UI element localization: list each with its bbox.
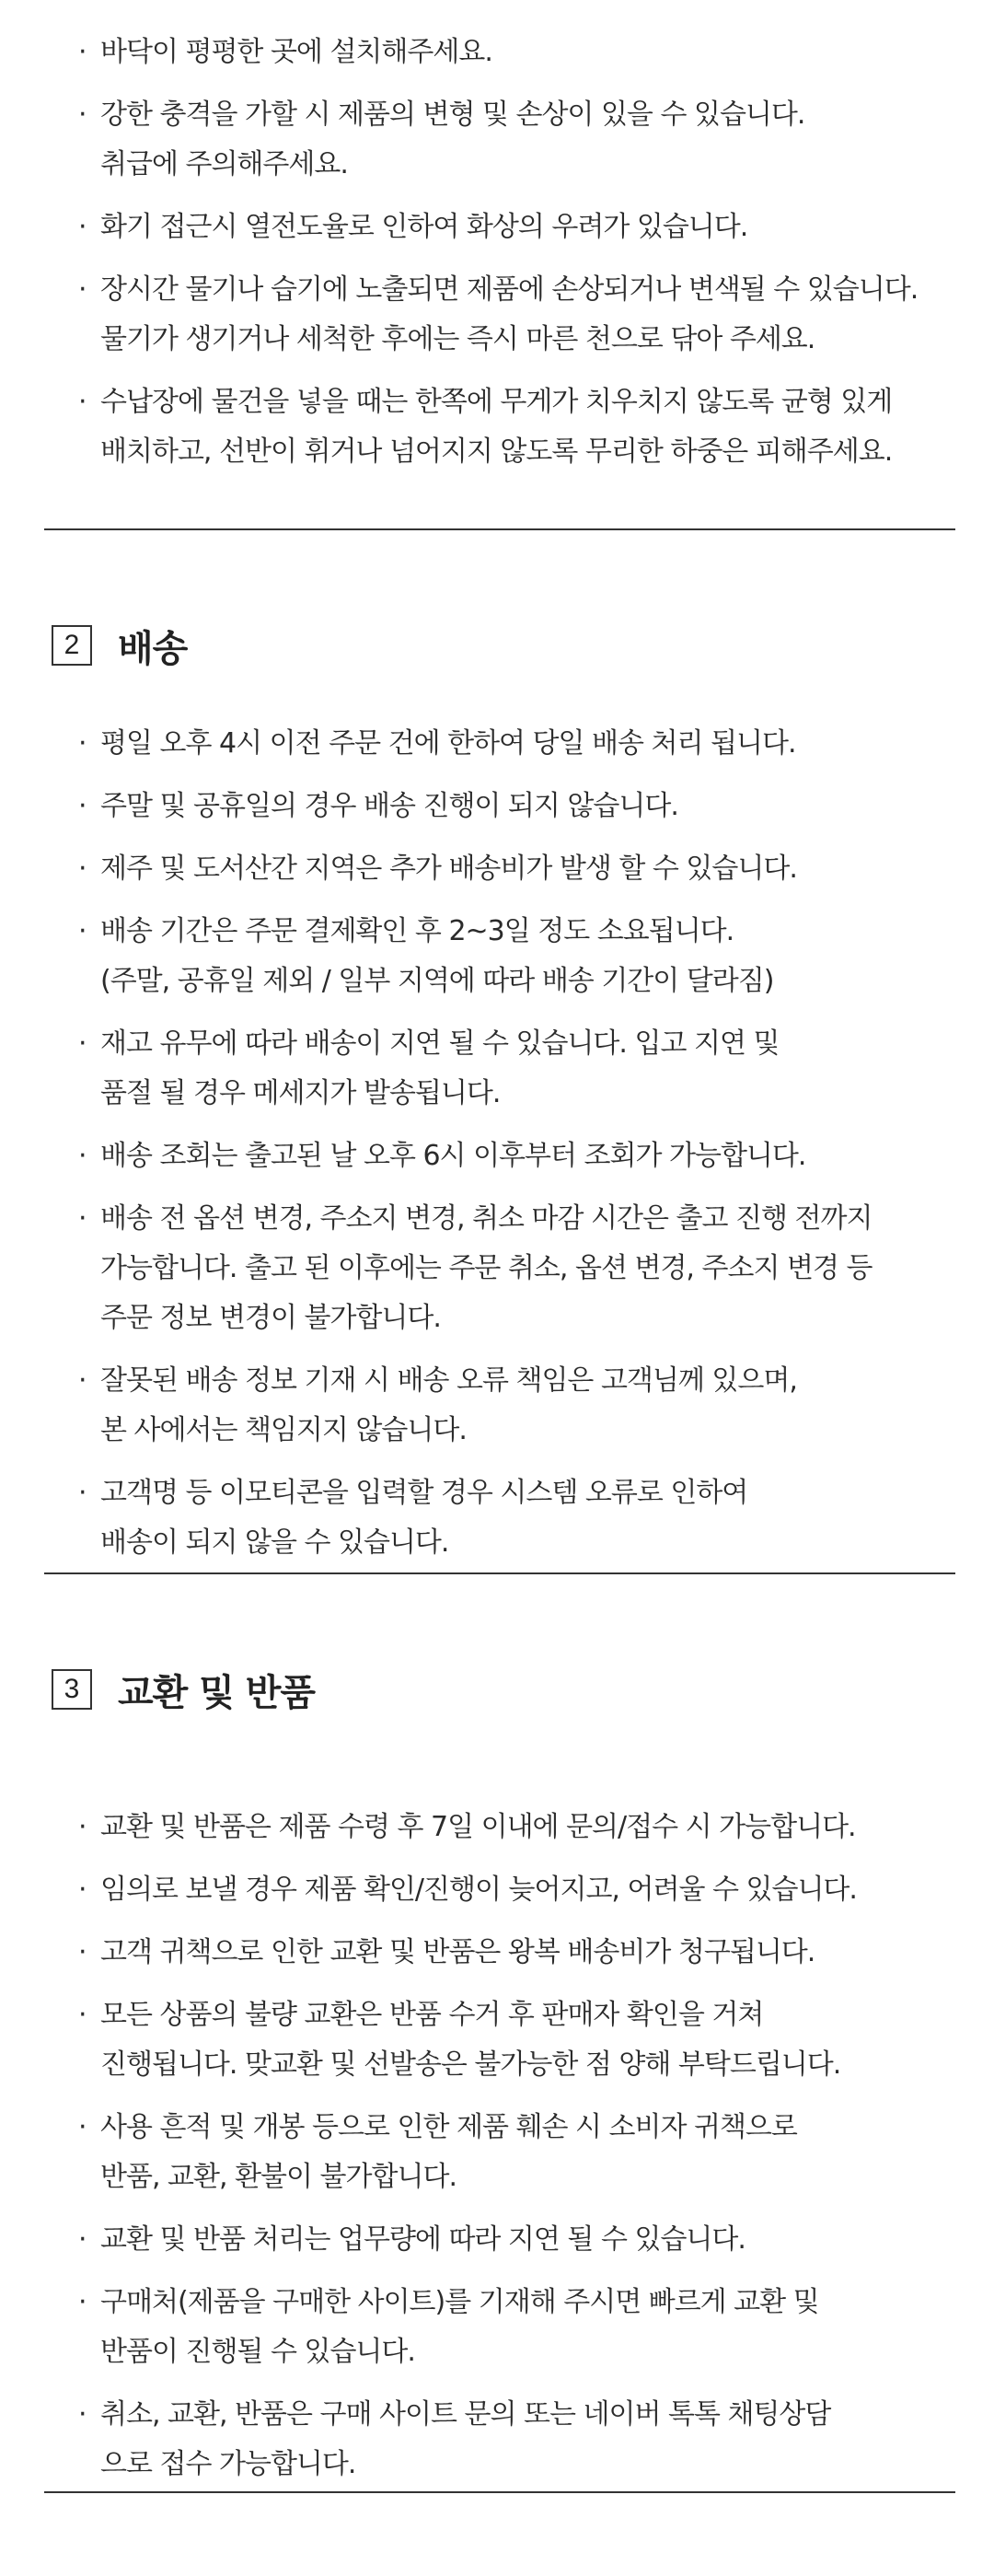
list-item: [78, 782, 872, 831]
list-item-text: 모든 상품의 불량 교환은 반품 수거 후 판매자 확인을 거쳐: [100, 1999, 764, 2031]
list-item-text: 가능합니다. 출고 된 이후에는 주문 취소, 옵션 변경, 주소지 변경 등: [100, 1252, 873, 1284]
exchange-section-title: 교환 및 반품: [118, 1671, 316, 1714]
list-item: [78, 1990, 857, 2090]
bullet-dot: ·: [78, 1874, 87, 1906]
list-item: [78, 203, 918, 252]
list-item-text: 배송 기간은 주문 결제확인 후 2~3일 정도 소요됩니다.: [100, 915, 734, 947]
list-item-text: 바닥이 평평한 곳에 설치해주세요.: [100, 36, 492, 68]
list-item-text: 잘못된 배송 정보 기재 시 배송 오류 책임은 고객님께 있으며,: [100, 1364, 797, 1397]
list-item-text: 고객 귀책으로 인한 교환 및 반품은 왕복 배송비가 청구됩니다.: [100, 1936, 815, 1968]
list-item-text: 배송 조회는 출고된 날 오후 6시 이후부터 조회가 가능합니다.: [100, 1140, 806, 1172]
list-item: [78, 1019, 872, 1119]
bullet-dot: ·: [78, 1936, 87, 1968]
delivery-section-number: 2: [52, 625, 92, 666]
bullet-dot: ·: [78, 1364, 87, 1397]
list-item-text: 물기가 생기거나 세척한 후에는 즉시 마른 천으로 닦아 주세요.: [100, 323, 815, 355]
list-item-text: 배송 전 옵션 변경, 주소지 변경, 취소 마감 시간은 출고 진행 전까지: [100, 1202, 873, 1235]
list-item: [78, 377, 918, 477]
bullet-dot: ·: [78, 1477, 87, 1509]
bullet-dot: ·: [78, 2398, 87, 2431]
bullet-dot: ·: [78, 790, 87, 822]
list-item: [78, 28, 918, 77]
list-item-text: 진행됩니다. 맞교환 및 선발송은 불가능한 점 양해 부탁드립니다.: [100, 2048, 841, 2081]
list-item: [78, 1131, 872, 1181]
bullet-dot: ·: [78, 1999, 87, 2031]
list-item-text: (주말, 공휴일 제외 / 일부 지역에 따라 배송 기간이 달라짐): [100, 965, 774, 997]
list-item: [78, 1928, 857, 1978]
list-item-text: 고객명 등 이모티콘을 입력할 경우 시스템 오류로 인하여: [100, 1477, 748, 1509]
list-item-text: 배치하고, 선반이 휘거나 넘어지지 않도록 무리한 하중은 피해주세요.: [100, 435, 893, 468]
list-item-text: 평일 오후 4시 이전 주문 건에 한하여 당일 배송 처리 됩니다.: [100, 727, 796, 760]
list-item-text: 주문 정보 변경이 불가합니다.: [100, 1302, 441, 1334]
list-item-text: 수납장에 물건을 넣을 때는 한쪽에 무게가 치우치지 않도록 균형 있게: [100, 386, 893, 418]
bullet-dot: ·: [78, 99, 87, 131]
bullet-dot: ·: [78, 915, 87, 947]
list-item-text: 반품이 진행될 수 있습니다.: [100, 2336, 415, 2368]
section-divider: [44, 2491, 955, 2493]
top-notes-list: [78, 28, 918, 490]
list-item: [78, 719, 872, 769]
delivery-notes-list: [78, 719, 872, 1581]
list-item-text: 제주 및 도서산간 지역은 추가 배송비가 발생 할 수 있습니다.: [100, 853, 797, 885]
list-item-text: 구매처(제품을 구매한 사이트)를 기재해 주시면 빠르게 교환 및: [100, 2286, 819, 2318]
bullet-dot: ·: [78, 36, 87, 68]
list-item: [78, 2390, 857, 2489]
list-item-text: 취소, 교환, 반품은 구매 사이트 문의 또는 네이버 톡톡 채팅상담: [100, 2398, 831, 2431]
list-item: [78, 1803, 857, 1852]
exchange-notes-list: [78, 1803, 857, 2502]
bullet-dot: ·: [78, 386, 87, 418]
list-item-text: 강한 충격을 가할 시 제품의 변형 및 손상이 있을 수 있습니다.: [100, 99, 805, 131]
list-item-text: 장시간 물기나 습기에 노출되면 제품에 손상되거나 변색될 수 있습니다.: [100, 273, 919, 306]
bullet-dot: ·: [78, 2223, 87, 2256]
list-item-text: 교환 및 반품 처리는 업무량에 따라 지연 될 수 있습니다.: [100, 2223, 746, 2256]
delivery-section-header: [52, 623, 188, 670]
list-item-text: 으로 접수 가능합니다.: [100, 2448, 356, 2480]
bullet-dot: ·: [78, 211, 87, 243]
bullet-dot: ·: [78, 853, 87, 885]
bullet-dot: ·: [78, 727, 87, 760]
section-divider: [44, 1572, 955, 1574]
bullet-dot: ·: [78, 2286, 87, 2318]
list-item: [78, 844, 872, 894]
section-divider: [44, 528, 955, 530]
delivery-section-title: 배송: [118, 627, 188, 670]
bullet-dot: ·: [78, 1202, 87, 1235]
list-item-text: 취급에 주의해주세요.: [100, 148, 348, 180]
list-item: [78, 265, 918, 365]
list-item-text: 품절 될 경우 메세지가 발송됩니다.: [100, 1077, 501, 1109]
list-item: [78, 1356, 872, 1456]
list-item: [78, 2103, 857, 2202]
bullet-dot: ·: [78, 2111, 87, 2143]
list-item: [78, 90, 918, 190]
list-item-text: 화기 접근시 열전도율로 인하여 화상의 우려가 있습니다.: [100, 211, 748, 243]
list-item: [78, 1865, 857, 1915]
bullet-dot: ·: [78, 273, 87, 306]
list-item: [78, 1468, 872, 1568]
list-item-text: 사용 흔적 및 개봉 등으로 인한 제품 훼손 시 소비자 귀책으로: [100, 2111, 797, 2143]
list-item-text: 주말 및 공휴일의 경우 배송 진행이 되지 않습니다.: [100, 790, 678, 822]
list-item-text: 배송이 되지 않을 수 있습니다.: [100, 1526, 449, 1559]
bullet-dot: ·: [78, 1811, 87, 1843]
list-item: [78, 2215, 857, 2265]
list-item: [78, 2278, 857, 2377]
list-item-text: 교환 및 반품은 제품 수령 후 7일 이내에 문의/접수 시 가능합니다.: [100, 1811, 856, 1843]
list-item: [78, 1194, 872, 1343]
list-item-text: 재고 유무에 따라 배송이 지연 될 수 있습니다. 입고 지연 및: [100, 1027, 780, 1060]
exchange-section-number: 3: [52, 1669, 92, 1710]
list-item-text: 본 사에서는 책임지지 않습니다.: [100, 1414, 467, 1446]
bullet-dot: ·: [78, 1027, 87, 1060]
exchange-section-header: [52, 1667, 315, 1712]
list-item-text: 임의로 보낼 경우 제품 확인/진행이 늦어지고, 어려울 수 있습니다.: [100, 1874, 857, 1906]
bullet-dot: ·: [78, 1140, 87, 1172]
list-item-text: 반품, 교환, 환불이 불가합니다.: [100, 2161, 457, 2193]
list-item: [78, 907, 872, 1006]
